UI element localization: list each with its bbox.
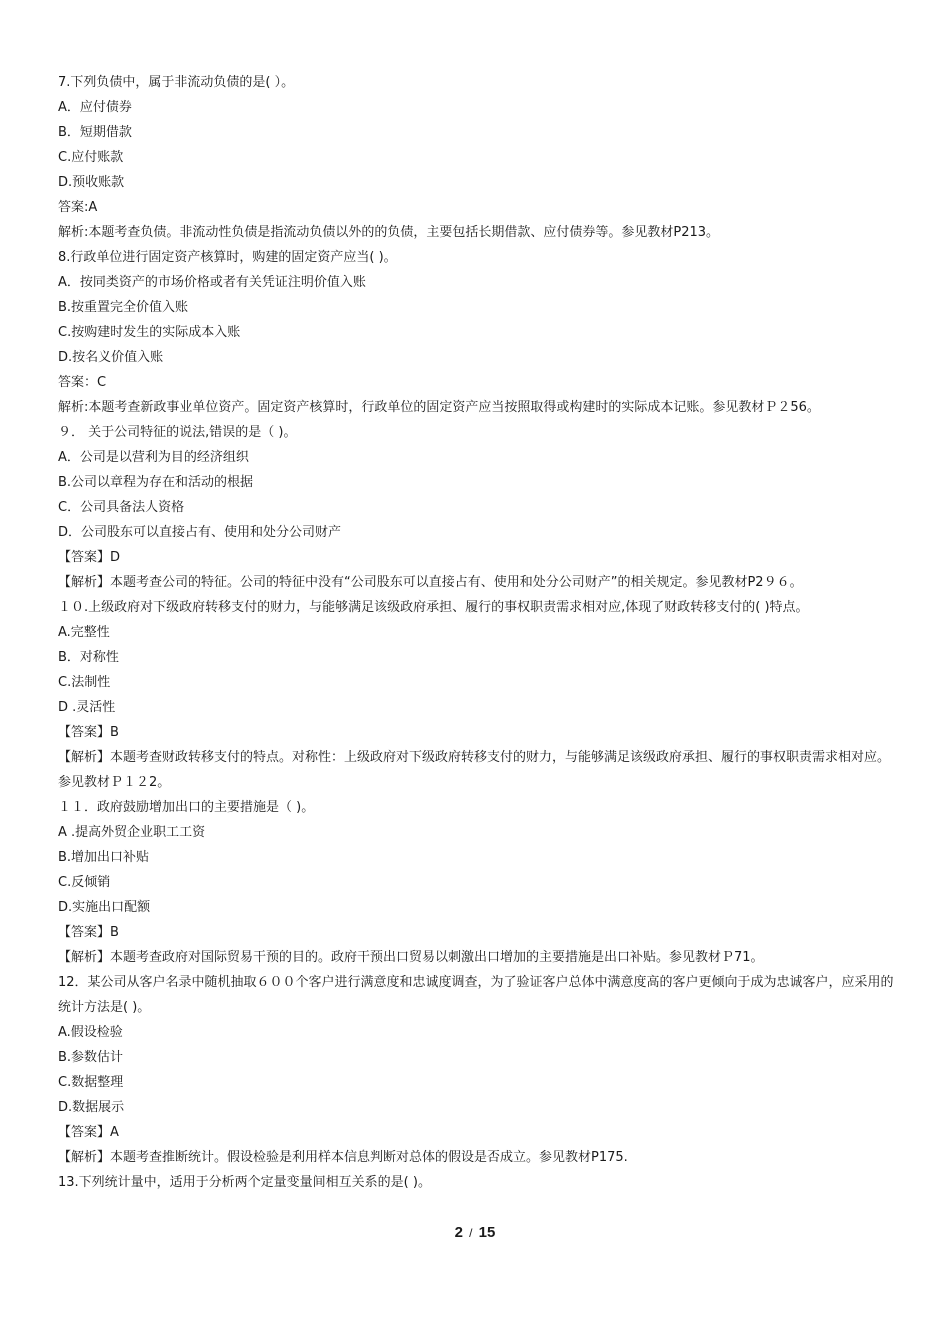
text-line: C.反倾销 [58,875,111,890]
text-line: B．对称性 [58,650,119,665]
current-page-number: 2 [454,1224,463,1241]
text-line: 【答案】A [58,1125,119,1140]
page-number-footer [0,1224,950,1241]
text-line: B.按重置完全价值入账 [58,300,189,315]
text-line: B.参数估计 [58,1050,124,1065]
text-line: C.数据整理 [58,1075,124,1090]
text-line: B.公司以章程为存在和活动的根据 [58,475,254,490]
text-line: B.增加出口补贴 [58,850,150,865]
text-line: 8.行政单位进行固定资产核算时，购建的固定资产应当( )。 [58,250,397,265]
text-line: 【解析】本题考查公司的特征。公司的特征中没有“公司股东可以直接占有、使用和处分公司财产”的相关规定。参见教材P2９６。 [58,575,803,590]
document-body [58,70,898,1195]
text-line: 【答案】B [58,925,119,940]
text-line: B．短期借款 [58,125,132,140]
text-line: A．公司是以营利为目的经济组织 [58,450,249,465]
page-separator: / [469,1226,473,1240]
text-line: 答案：C [58,375,107,390]
text-line: D.按名义价值入账 [58,350,164,365]
text-line: C．公司具备法人资格 [58,500,185,515]
text-line: 【解析】本题考查推断统计。假设检验是利用样本信息判断对总体的假设是否成立。参见教材P175. [58,1150,628,1165]
text-line: C.应付账款 [58,150,124,165]
text-line: 【答案】B [58,725,119,740]
text-line: D.数据展示 [58,1100,125,1115]
text-line: C.法制性 [58,675,111,690]
text-line: A.完整性 [58,625,110,640]
text-line: 答案:A [58,200,98,215]
text-line: D .灵活性 [58,700,116,715]
text-line: ９． 关于公司特征的说法,错误的是（ )。 [58,425,297,440]
text-line: １１．政府鼓励增加出口的主要措施是（ )。 [58,800,315,815]
text-line: D.实施出口配额 [58,900,151,915]
text-line: A .提高外贸企业职工工资 [58,825,206,840]
text-line: 解析:本题考查负债。非流动性负债是指流动负债以外的的负债，主要包括长期借款、应付债券等。参见教材P213。 [58,225,720,240]
text-line: 【解析】本题考查政府对国际贸易干预的目的。政府干预出口贸易以刺激出口增加的主要措施是出口补贴。参见教材Ｐ71。 [58,950,764,965]
text-line: 7.下列负债中，属于非流动负债的是( ）。 [58,75,295,90]
text-line: １０.上级政府对下级政府转移支付的财力，与能够满足该级政府承担、履行的事权职责需求相对应,体现了财政转移支付的( )特点。 [58,600,809,615]
text-line: 【答案】D [58,550,121,565]
text-line: A．应付债券 [58,100,132,115]
text-line: A.假设检验 [58,1025,123,1040]
total-pages-number: 15 [478,1224,496,1241]
text-line: A．按同类资产的市场价格或者有关凭证注明价值入账 [58,275,366,290]
text-line: 【解析】本题考查财政转移支付的特点。对称性：上级政府对下级政府转移支付的财力，与能够满足该级政府承担、履行的事权职责需求相对应。参见教材Ｐ１２2。 [58,750,891,790]
text-line: D.预收账款 [58,175,125,190]
text-line: 解析:本题考查新政事业单位资产。固定资产核算时，行政单位的固定资产应当按照取得或构建时的实际成本记账。参见教材Ｐ２56。 [58,400,820,415]
text-line: C.按购建时发生的实际成本入账 [58,325,241,340]
text-line: 13.下列统计量中，适用于分析两个定量变量间相互关系的是( )。 [58,1175,431,1190]
text-line: 12．某公司从客户名录中随机抽取６００个客户进行满意度和忠诚度调查，为了验证客户总体中满意度高的客户更倾向于成为忠诚客户，应采用的统计方法是( )。 [58,975,894,1015]
text-line: D．公司股东可以直接占有、使用和处分公司财产 [58,525,342,540]
